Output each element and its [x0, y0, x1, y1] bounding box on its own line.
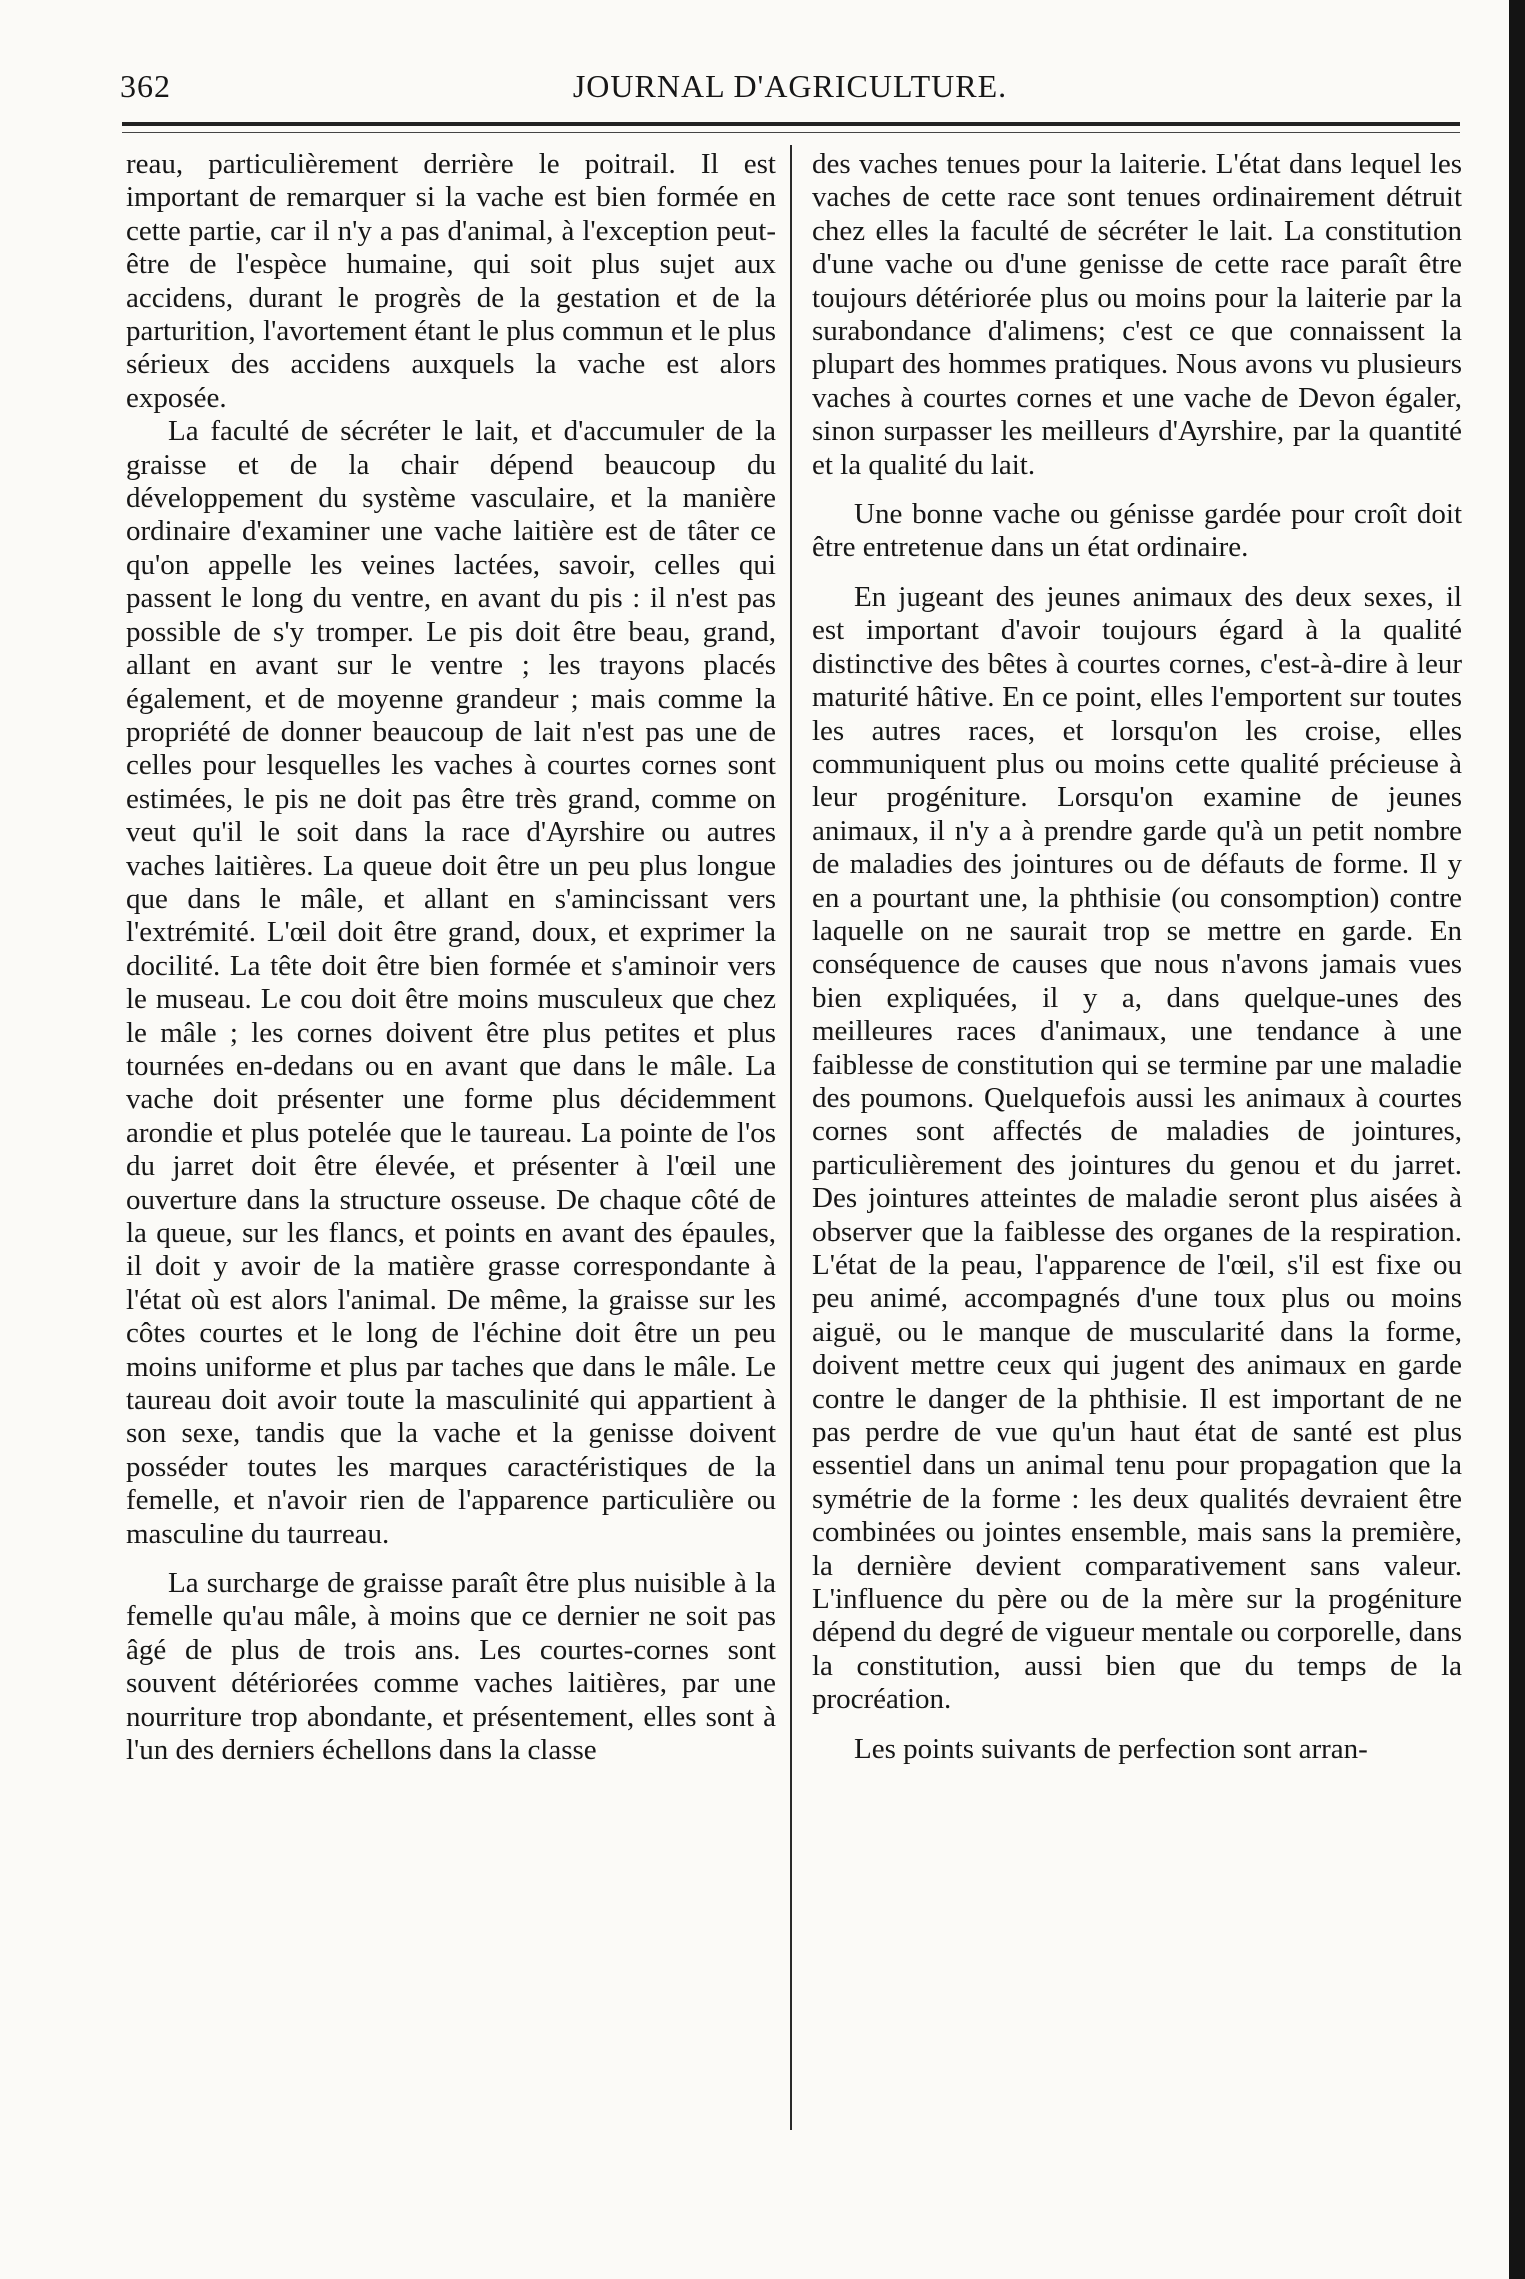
paragraph: reau, particulièrement derrière le poitrail. Il est important de remarquer si la vache est bien formée en cette partie, car il n'y a pas d'animal, à l'exception peut-être de l'espèce humaine, qui soit plus sujet aux accidens, durant le progrès de la gestation et de la parturition, l'avortement étant le plus commun et le plus sérieux des accidens auxquels la vache est alors exposée.	[126, 148, 776, 414]
header-rule-thin	[122, 132, 1460, 133]
column-divider	[790, 145, 792, 2130]
paragraph: En jugeant des jeunes animaux des deux sexes, il est important d'avoir toujours égard à la qualité distinctive des bêtes à courtes cornes, c'est-à-dire à leur maturité hâtive. En ce point, elles l'emportent sur toutes les autres races, et lorsqu'on les croise, elles communiquent plus ou moins cette qualité précieuse à leur progéniture. Lorsqu'on examine de jeunes animaux, il n'y a à prendre garde qu'à un petit nombre de maladies des jointures ou de défauts de forme. Il y en a pourtant une, la phthisie (ou consomption) contre laquelle on ne saurait trop se mettre en garde. En conséquence de causes que nous n'avons jamais vues bien expliquées, il y a, dans quelque-unes des meilleures races d'animaux, une tendance à une faiblesse de constitution qui se termine par une maladie des poumons. Quelquefois aussi les animaux à courtes cornes sont affectés de maladies de jointures, particulièrement des jointures du genou et du jarret. Des jointures atteintes de maladie seront plus aisées à observer que la faiblesse des organes de la respiration. L'état de la peau, l'apparence de l'œil, s'il est fixe ou peu animé, accompagnés d'une toux plus ou moins aiguë, ou le manque de muscularité dans la forme, doivent mettre ceux qui jugent des animaux en garde contre le danger de la phthisie. Il est important de ne pas perdre de vue qu'un haut état de santé est plus essentiel dans un animal tenu pour propagation que la symétrie de la forme : les deux qualités devraient être combinées ou jointes ensemble, mais sans la première, la dernière devient comparativement sans valeur. L'influence du père ou de la mère sur la progéniture dépend du degré de vigueur mentale ou corporelle, dans la constitution, aussi bien que du temps de la procréation.	[812, 580, 1462, 1716]
right-column	[812, 148, 1462, 1766]
running-title: JOURNAL D'AGRICULTURE.	[572, 68, 1008, 104]
page-number: 362	[120, 68, 171, 104]
running-header	[120, 66, 1460, 114]
paragraph: Une bonne vache ou génisse gardée pour croît doit être entretenue dans un état ordinaire.	[812, 498, 1462, 564]
header-rule-thick	[122, 122, 1460, 126]
paragraph: La faculté de sécréter le lait, et d'accumuler de la graisse et de la chair dépend beaucoup du développement du système vasculaire, et la manière ordinaire d'examiner une vache laitière est de tâter ce qu'on appelle les veines lactées, savoir, celles qui passent le long du ventre, en avant du pis : il n'est pas possible de s'y tromper. Le pis doit être beau, grand, allant en avant sur le ventre ; les trayons placés également, et de moyenne grandeur ; mais comme la propriété de donner beaucoup de lait n'est pas une de celles pour lesquelles les vaches à courtes cornes sont estimées, le pis ne doit pas être très grand, comme on veut qu'il le soit dans la race d'Ayrshire ou autres vaches laitières. La queue doit être un peu plus longue que dans le mâle, et allant en s'amincissant vers l'extrémité. L'œil doit être grand, doux, et exprimer la docilité. La tête doit être bien formée et s'aminoir vers le museau. Le cou doit être moins musculeux que chez le mâle ; les cornes doivent être plus petites et plus tournées en-dedans ou en avant que dans le mâle. La vache doit présenter une forme plus décidemment arondie et plus potelée que le taureau. La pointe de l'os du jarret doit être élevée, et présenter à l'œil une ouverture dans la structure osseuse. De chaque côté de la queue, sur les flancs, et points en avant des épaules, il doit y avoir de la matière grasse correspondante à l'état où est alors l'animal. De même, la graisse sur les côtes courtes et le long de l'échine doit être un peu moins uniforme et plus par taches que dans le mâle. Le taureau doit avoir toute la masculinité qui appartient à son sexe, tandis que la vache et la genisse doivent posséder toutes les marques caractéristiques de la femelle, et n'avoir rien de l'apparence particulière ou masculine du taurreau.	[126, 415, 776, 1550]
paragraph: Les points suivants de perfection sont arran-	[854, 1732, 1368, 1765]
left-column	[126, 148, 776, 1768]
paragraph: La surcharge de graisse paraît être plus nuisible à la femelle qu'au mâle, à moins que ce dernier ne soit pas âgé de plus de trois ans. Les courtes-cornes sont souvent détériorées comme vaches laitières, par une nourriture trop abondante, et présentement, elles sont à l'un des derniers échellons dans la classe	[126, 1567, 776, 1767]
page-edge-shadow	[1509, 0, 1525, 2279]
paragraph: des vaches tenues pour la laiterie. L'état dans lequel les vaches de cette race sont tenues ordinairement détruit chez elles la faculté de sécréter le lait. La constitution d'une vache ou d'une genisse de cette race paraît être toujours détériorée plus ou moins pour la laiterie par la surabondance d'alimens; c'est ce que connaissent la plupart des hommes pratiques. Nous avons vu plusieurs vaches à courtes cornes et une vache de Devon égaler, sinon surpasser les meilleurs d'Ayrshire, par la quantité et la qualité du lait.	[812, 148, 1462, 481]
